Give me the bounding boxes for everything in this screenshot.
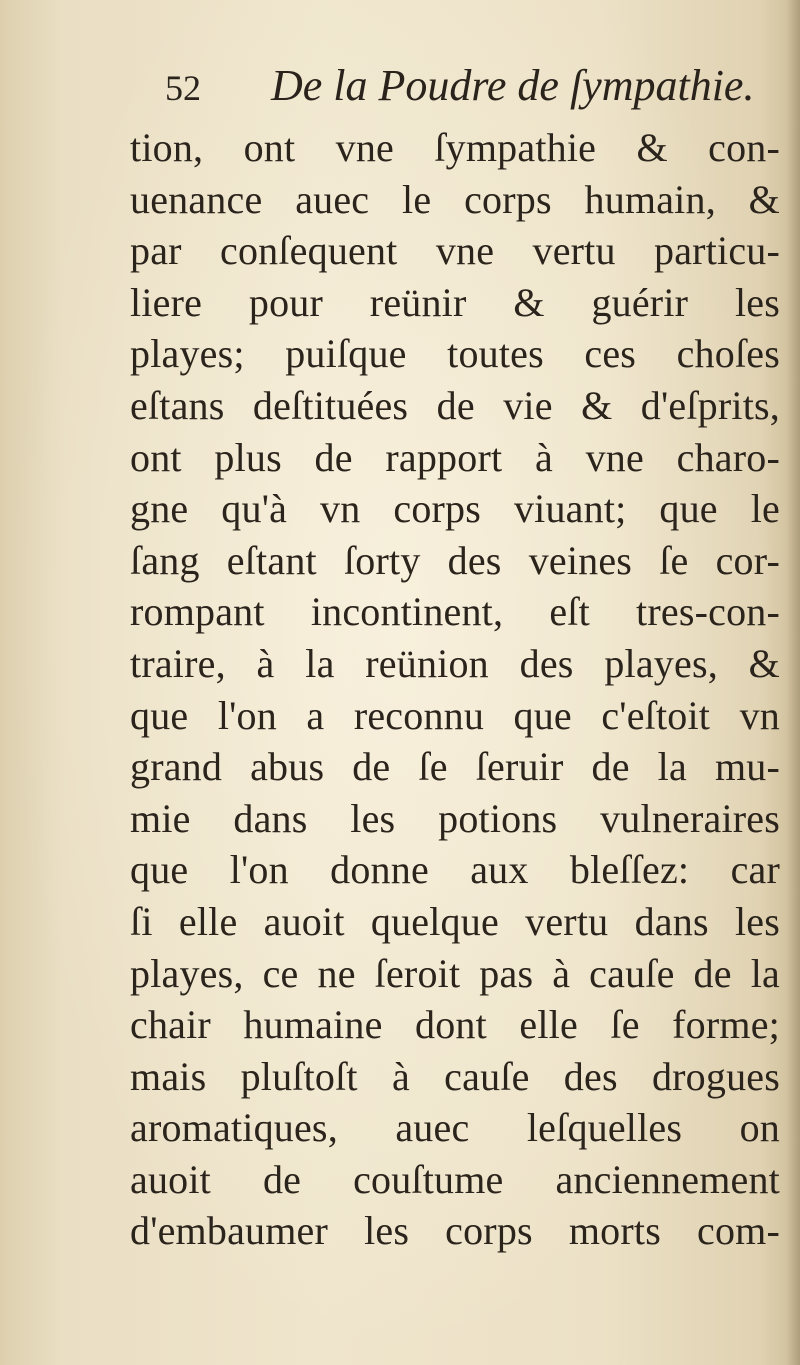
text-line: eſtans deſtituées de vie & d'eſprits, — [130, 382, 780, 428]
page-edge-shadow — [786, 0, 800, 1365]
text-line: mais pluſtoſt à cauſe des drogues — [130, 1053, 780, 1099]
text-line: liere pour reünir & guérir les — [130, 279, 780, 325]
text-line: uenance auec le corps humain, & — [130, 176, 780, 222]
text-line: tion, ont vne ſympathie & con- — [130, 125, 780, 170]
body-text — [130, 122, 780, 1257]
text-line: ont plus de rapport à vne charo- — [130, 434, 780, 480]
page-header — [165, 62, 765, 118]
text-line: chair humaine dont elle ſe forme; — [130, 1002, 780, 1048]
running-title: De la Poudre de ſympathie. — [271, 61, 755, 110]
text-line: mie dans les potions vulneraires — [130, 795, 780, 841]
text-line: grand abus de ſe ſeruir de la mu- — [130, 744, 780, 790]
text-line: traire, à la reünion des playes, & — [130, 640, 780, 686]
text-line: que l'on a reconnu que c'eſtoit vn — [130, 692, 780, 738]
text-line: gne qu'à vn corps viuant; que le — [130, 486, 780, 532]
text-line: que l'on donne aux bleſſez: car — [130, 847, 780, 893]
text-line: aromatiques, auec leſquelles on — [130, 1105, 780, 1151]
text-line: d'embaumer les corps morts com- — [130, 1208, 780, 1254]
text-line: par conſequent vne vertu particu- — [130, 228, 780, 274]
text-line: playes, ce ne ſeroit pas à cauſe de la — [130, 950, 780, 996]
text-line: ſi elle auoit quelque vertu dans les — [130, 898, 780, 944]
text-line: auoit de couſtume anciennement — [130, 1156, 780, 1202]
text-line: rompant incontinent, eſt tres-con- — [130, 589, 780, 635]
text-line: ſang eſtant ſorty des veines ſe cor- — [130, 537, 780, 583]
text-line: playes; puiſque toutes ces choſes — [130, 331, 780, 377]
page-number: 52 — [165, 68, 201, 108]
